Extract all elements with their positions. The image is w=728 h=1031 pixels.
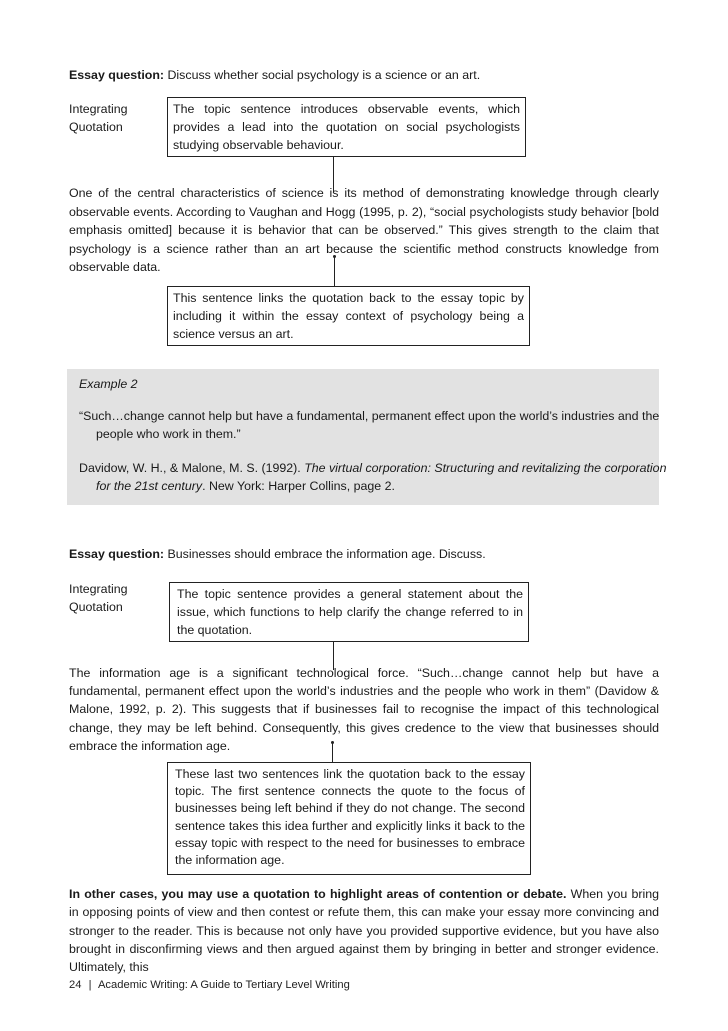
reference-publisher: . New York: Harper Collins, page 2.	[202, 479, 395, 493]
essay-question-label: Essay question:	[69, 547, 165, 561]
annotation-text: This sentence links the quotation back to the essay topic by including it within the essay context of psychology being a science versus an art.	[173, 291, 524, 341]
essay-question-text: Businesses should embrace the information age. Discuss.	[164, 547, 486, 561]
annotation-box-link-back-2	[167, 762, 531, 875]
example-quote: “Such…change cannot help but have a fundamental, permanent effect upon the world’s industries and the people who work in them.”	[79, 409, 660, 441]
page-number: 24	[69, 979, 82, 991]
annotation-box-topic-sentence-1	[167, 97, 526, 157]
annotation-text: The topic sentence provides a general statement about the issue, which functions to help clarify the change referred to in the quotation.	[177, 587, 523, 637]
reference-title: The virtual corporation: Structuring and revitalizing the corporation for the 21st century	[96, 461, 667, 493]
connector-line	[334, 257, 335, 287]
closing-bold-lead: In other cases, you may use a quotation to highlight areas of contention or debate.	[69, 887, 567, 901]
example-2-panel	[67, 369, 667, 505]
footer-book-title: Academic Writing: A Guide to Tertiary Level Writing	[97, 979, 350, 991]
label-line: Integrating	[69, 102, 128, 116]
paragraph-text: One of the central characteristics of science is its method of demonstrating knowledge through clearly observable events. According to Vaughan and Hogg (1995, p. 2), “social psychologists study behavior [bold emphasis omitted] because it is behavior that can be observed.” This gives strength to the claim that psychology is a science rather than an art because the scientific method constructs knowledge from observable data.	[69, 186, 659, 274]
example-paragraph-2	[69, 664, 659, 755]
example-heading: Example 2	[79, 377, 138, 391]
annotation-text: The topic sentence introduces observable events, which provides a lead into the quotation on social psychologists studying observable behaviour.	[173, 102, 520, 152]
example-reference	[79, 459, 671, 495]
integrating-quotation-label-1	[69, 100, 128, 136]
essay-question-1	[69, 66, 659, 84]
footer-separator: |	[88, 979, 92, 991]
reference-authors: Davidow, W. H., & Malone, M. S. (1992).	[79, 461, 305, 475]
essay-question-label: Essay question:	[69, 68, 165, 82]
paragraph-text: The information age is a significant technological force. “Such…change cannot help but have a fundamental, permanent effect upon the world’s industries and the people who work in them” (Davidow & Malone, 1992, p. 2). This suggests that if businesses fail to recognise the impact of this technological change, they may be left behind. Consequently, this gives credence to the view that businesses should embrace the information age.	[69, 666, 659, 753]
label-line: Quotation	[69, 600, 123, 614]
essay-question-text: Discuss whether social psychology is a science or an art.	[164, 68, 481, 82]
essay-question-2	[69, 545, 659, 563]
closing-paragraph	[69, 885, 659, 976]
closing-text: When you bring in opposing points of view and then contest or refute them, this can make your essay more convincing and stronger to the reader. This is because not only have you provided supportive evidence, but you have also brought in disconfirming views and then argued against them by bringing in better and stronger evidence. Ultimately, this	[69, 887, 659, 975]
label-line: Quotation	[69, 120, 123, 134]
page-footer	[69, 976, 350, 994]
annotation-box-topic-sentence-2	[169, 582, 529, 642]
integrating-quotation-label-2	[69, 580, 128, 616]
annotation-box-link-back-1	[167, 286, 530, 346]
annotation-text: These last two sentences link the quotation back to the essay topic. The first sentence connects the quote to the focus of businesses being left behind if they do not change. The second sentence takes this idea further and explicitly links it back to the essay topic with respect to the need for businesses to embrace the information age.	[175, 767, 525, 868]
example-paragraph-1	[69, 184, 659, 277]
label-line: Integrating	[69, 582, 128, 596]
connector-line	[332, 743, 333, 763]
